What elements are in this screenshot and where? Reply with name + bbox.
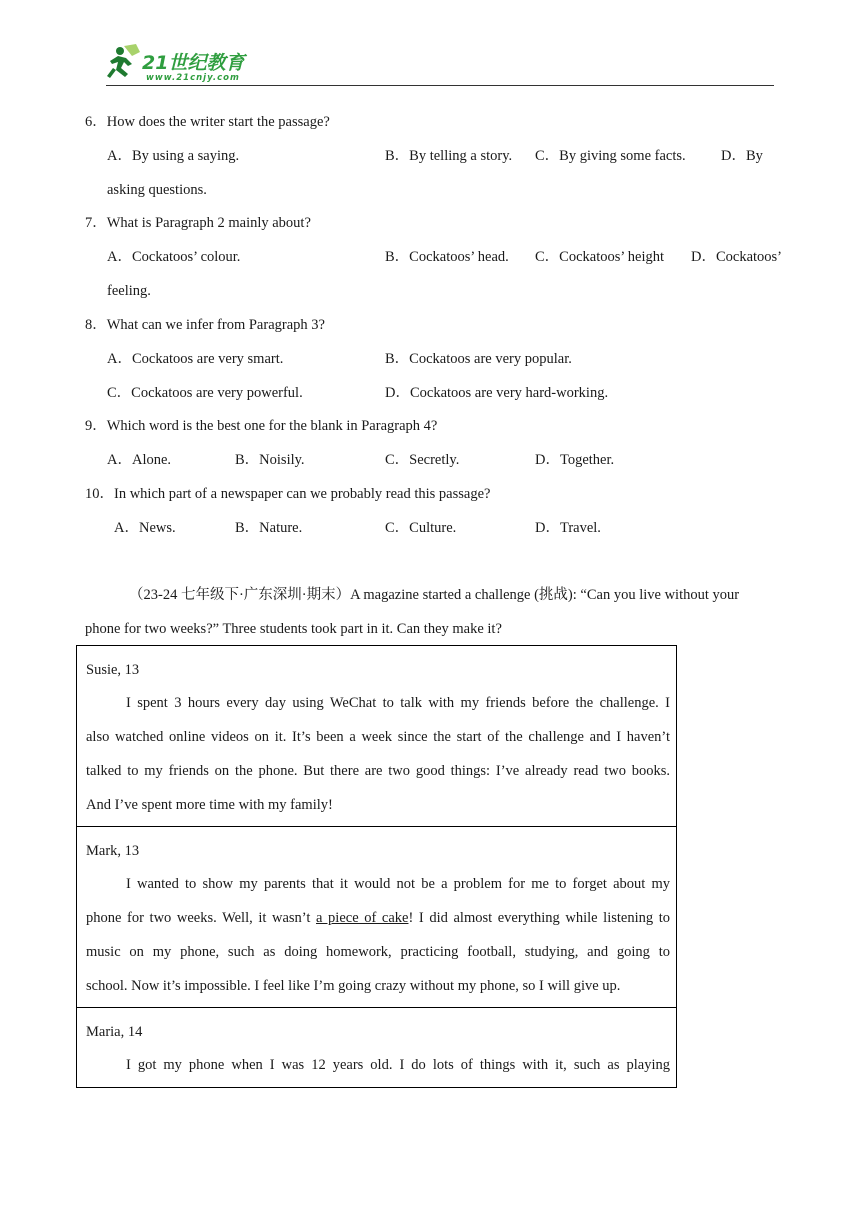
runner-logo-icon <box>106 42 146 82</box>
q7-option-c: C．Cockatoos’ height <box>535 249 665 265</box>
logo-url: www.21cnjy.com <box>146 73 240 83</box>
page-header <box>106 40 774 86</box>
student-text-line: also watched online videos on it. It’s been a week since the start of the challenge and I haven’t <box>86 729 670 745</box>
student-text-line <box>86 909 670 927</box>
student-name: Maria, 14 <box>86 1024 143 1040</box>
student-box-susie <box>76 645 677 827</box>
student-box-mark <box>76 826 677 1008</box>
student-text-line: school. Now it’s impossible. I feel like I’m going crazy without my phone, so I will give up. <box>86 978 621 994</box>
q7-option-d: D．Cockatoos’ <box>691 249 783 265</box>
question-9-stem: 9．Which word is the best one for the blank in Paragraph 4? <box>85 418 438 434</box>
q8-option-c: C．Cockatoos are very powerful. <box>107 385 303 401</box>
q8-option-b: B．Cockatoos are very popular. <box>385 351 572 367</box>
header-divider <box>106 85 774 86</box>
q7-option-b: B．Cockatoos’ head. <box>385 249 509 265</box>
student-name: Mark, 13 <box>86 843 140 859</box>
student-text-line: music on my phone, such as doing homework, practicing football, studying, and going to <box>86 944 670 960</box>
underlined-phrase: a piece of cake <box>316 910 409 926</box>
site-logo <box>106 42 276 84</box>
student-text-line: And I’ve spent more time with my family! <box>86 797 333 813</box>
q6-option-c: C．By giving some facts. <box>535 148 686 164</box>
q9-option-b: B．Noisily. <box>235 452 305 468</box>
q10-option-c: C．Culture. <box>385 520 457 536</box>
q6-option-d: D．By <box>721 148 763 164</box>
q9-option-a: A．Alone. <box>107 452 172 468</box>
q9-option-d: D．Together. <box>535 452 615 468</box>
text-segment: phone for two weeks. Well, it wasn’t <box>86 910 317 926</box>
student-text-line: I wanted to show my parents that it would not be a problem for me to forget about my <box>126 876 670 892</box>
q10-option-a: A．News. <box>114 520 176 536</box>
logo-text: 21世纪教育 <box>142 52 245 74</box>
q8-option-a: A．Cockatoos are very smart. <box>107 351 284 367</box>
question-8-stem: 8．What can we infer from Paragraph 3? <box>85 317 325 333</box>
question-7-stem: 7．What is Paragraph 2 mainly about? <box>85 215 311 231</box>
passage-intro-line-2: phone for two weeks?” Three students took part in it. Can they make it? <box>85 621 502 637</box>
q9-option-c: C．Secretly. <box>385 452 460 468</box>
student-text-line: I got my phone when I was 12 years old. I do lots of things with it, such as playing <box>126 1057 670 1073</box>
student-text-line: talked to my friends on the phone. But there are two good things: I’ve already read two books. <box>86 763 670 779</box>
student-name: Susie, 13 <box>86 662 140 678</box>
q8-option-d: D．Cockatoos are very hard-working. <box>385 385 609 401</box>
question-10-stem: 10．In which part of a newspaper can we probably read this passage? <box>85 486 491 502</box>
student-box-maria <box>76 1007 677 1088</box>
q7-option-a: A．Cockatoos’ colour. <box>107 249 241 265</box>
q6-option-a: A．By using a saying. <box>107 148 240 164</box>
q6-option-d-wrap: asking questions. <box>107 182 207 198</box>
text-segment: ! I did almost everything while listening to <box>408 910 670 926</box>
q10-option-b: B．Nature. <box>235 520 303 536</box>
student-text-line: I spent 3 hours every day using WeChat to talk with my friends before the challenge. I <box>126 695 670 711</box>
question-6-stem: 6．How does the writer start the passage? <box>85 114 330 130</box>
q6-option-b: B．By telling a story. <box>385 148 513 164</box>
q10-option-d: D．Travel. <box>535 520 601 536</box>
passage-intro-line-1: （23-24 七年级下·广东深圳·期末）A magazine started a challenge (挑战): “Can you live without your <box>129 587 740 603</box>
q7-option-d-wrap: feeling. <box>107 283 151 299</box>
